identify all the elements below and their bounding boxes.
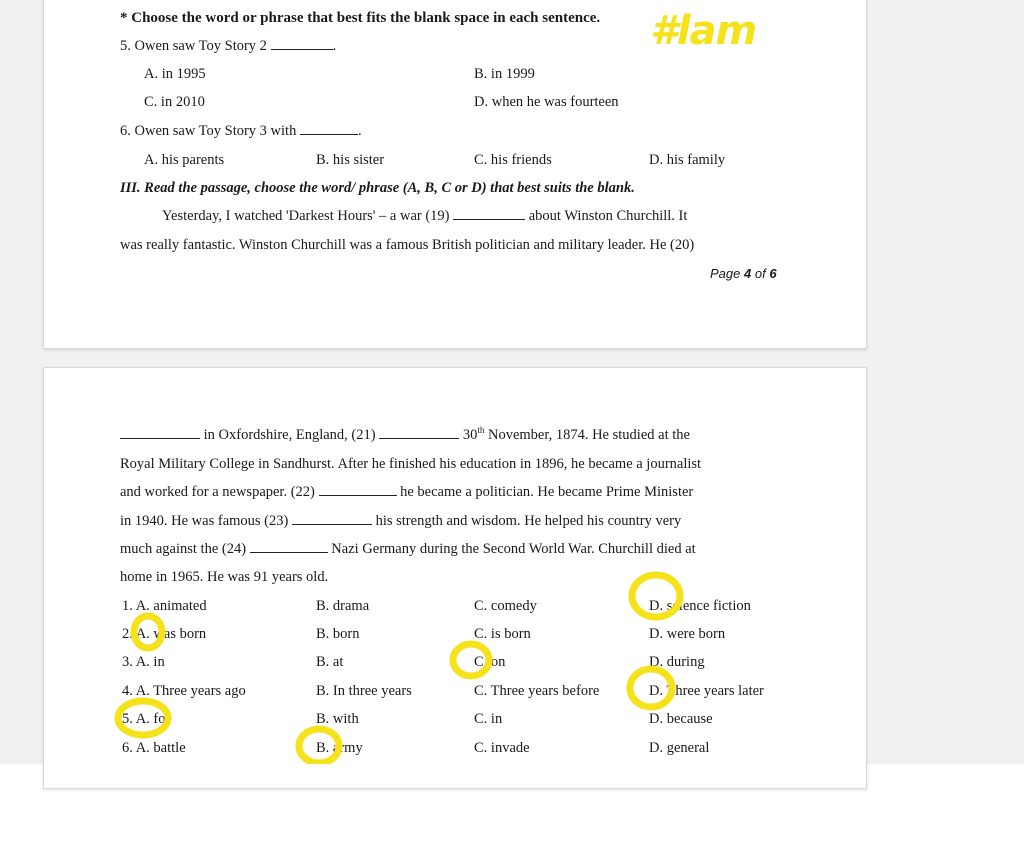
ans-1-b: B. drama	[316, 598, 370, 614]
blank-23	[292, 512, 372, 525]
ans-3-a: 3. A. in	[122, 654, 165, 670]
ans-5-a: 5. A. for	[122, 711, 171, 727]
passage-line-1	[162, 207, 687, 225]
q6-option-a: A. his parents	[144, 152, 225, 168]
q5-stem-text: 5. Owen saw Toy Story 2	[120, 38, 267, 54]
ans-2-a: 2. A. was born	[122, 626, 207, 642]
page-of: of	[754, 266, 766, 281]
ans-4-c: C. Three years before	[474, 683, 600, 699]
line3-part-b: he became a politician. He became Prime Minister	[400, 484, 694, 500]
annotation-tag: #lam	[650, 8, 757, 54]
passage-line-1-part-a: Yesterday, I watched 'Darkest Hours' – a war (19)	[162, 208, 450, 224]
passage-line-5	[120, 483, 693, 501]
ans-5-d: D. because	[649, 711, 713, 727]
q6-option-d: D. his family	[649, 152, 726, 168]
blank-19	[453, 207, 525, 220]
ans-4-a: 4. A. Three years ago	[122, 683, 246, 699]
line4-part-a: in 1940. He was famous (23)	[120, 513, 289, 529]
ans-6-d: D. general	[649, 740, 710, 756]
blank-20	[120, 426, 200, 439]
line1-part-b: 30	[462, 427, 478, 443]
q5-option-c: C. in 2010	[144, 94, 205, 110]
q5-option-d: D. when he was fourteen	[474, 94, 619, 110]
q6-option-b: B. his sister	[316, 152, 385, 168]
line4-part-b: his strength and wisdom. He helped his country very	[375, 513, 682, 529]
ans-1-a: 1. A. animated	[122, 598, 207, 614]
passage-line-8: home in 1965. He was 91 years old.	[120, 569, 329, 585]
page-current: 4	[744, 266, 752, 281]
blank-21	[379, 426, 459, 439]
page-label: Page	[710, 266, 741, 281]
passage-line-1-part-b: about Winston Churchill. It	[528, 208, 688, 224]
instruction: * Choose the word or phrase that best fits the blank space in each sentence.	[120, 10, 601, 26]
line1-part-a: in Oxfordshire, England, (21)	[203, 427, 376, 443]
ans-2-b: B. born	[316, 626, 360, 642]
ans-1-c: C. comedy	[474, 598, 537, 614]
q5-option-a: A. in 1995	[144, 66, 206, 82]
ans-3-c: C. on	[474, 654, 506, 670]
question-5-stem: 5. Owen saw Toy Story 2 .	[120, 38, 337, 54]
ans-4-b: B. In three years	[316, 683, 412, 699]
q5-blank	[271, 37, 333, 50]
passage-line-7	[120, 540, 696, 558]
section-3-heading: III. Read the passage, choose the word/ phrase (A, B, C or D) that best suits the blank.	[120, 180, 635, 196]
ans-6-b: B. army	[316, 740, 363, 756]
ans-3-d: D. during	[649, 654, 705, 670]
ans-4-d: D. Three years later	[649, 683, 764, 699]
line5-part-b: Nazi Germany during the Second World War. Churchill died at	[331, 541, 696, 557]
ans-1-d: D. science fiction	[649, 598, 751, 614]
blank-22	[319, 483, 397, 496]
q6-option-c: C. his friends	[474, 152, 552, 168]
q6-stem-text: 6. Owen saw Toy Story 3 with	[120, 123, 297, 139]
line3-part-a: and worked for a newspaper. (22)	[120, 484, 315, 500]
document-page-5	[43, 367, 867, 789]
line1-part-c: November, 1874. He studied at the	[487, 427, 690, 443]
passage-line-6	[120, 512, 681, 530]
passage-line-4: Royal Military College in Sandhurst. After he finished his education in 1896, he became a journalist	[120, 456, 702, 472]
ans-5-c: C. in	[474, 711, 503, 727]
ans-6-a: 6. A. battle	[122, 740, 186, 756]
line5-part-a: much against the (24)	[120, 541, 247, 557]
passage-line-3	[120, 426, 690, 444]
q6-blank	[300, 122, 358, 135]
ordinal-suffix: th	[477, 425, 485, 436]
ans-2-c: C. is born	[474, 626, 531, 642]
ans-5-b: B. with	[316, 711, 359, 727]
ans-3-b: B. at	[316, 654, 344, 670]
passage-line-2: was really fantastic. Winston Churchill was a famous British politician and military leader. He (20)	[120, 237, 695, 253]
ans-2-d: D. were born	[649, 626, 726, 642]
ans-6-c: C. invade	[474, 740, 530, 756]
page-total: 6	[769, 266, 777, 281]
blank-24	[250, 540, 328, 553]
page-number	[710, 265, 777, 283]
question-6-stem: 6. Owen saw Toy Story 3 with .	[120, 123, 362, 139]
q5-option-b: B. in 1999	[474, 66, 535, 82]
